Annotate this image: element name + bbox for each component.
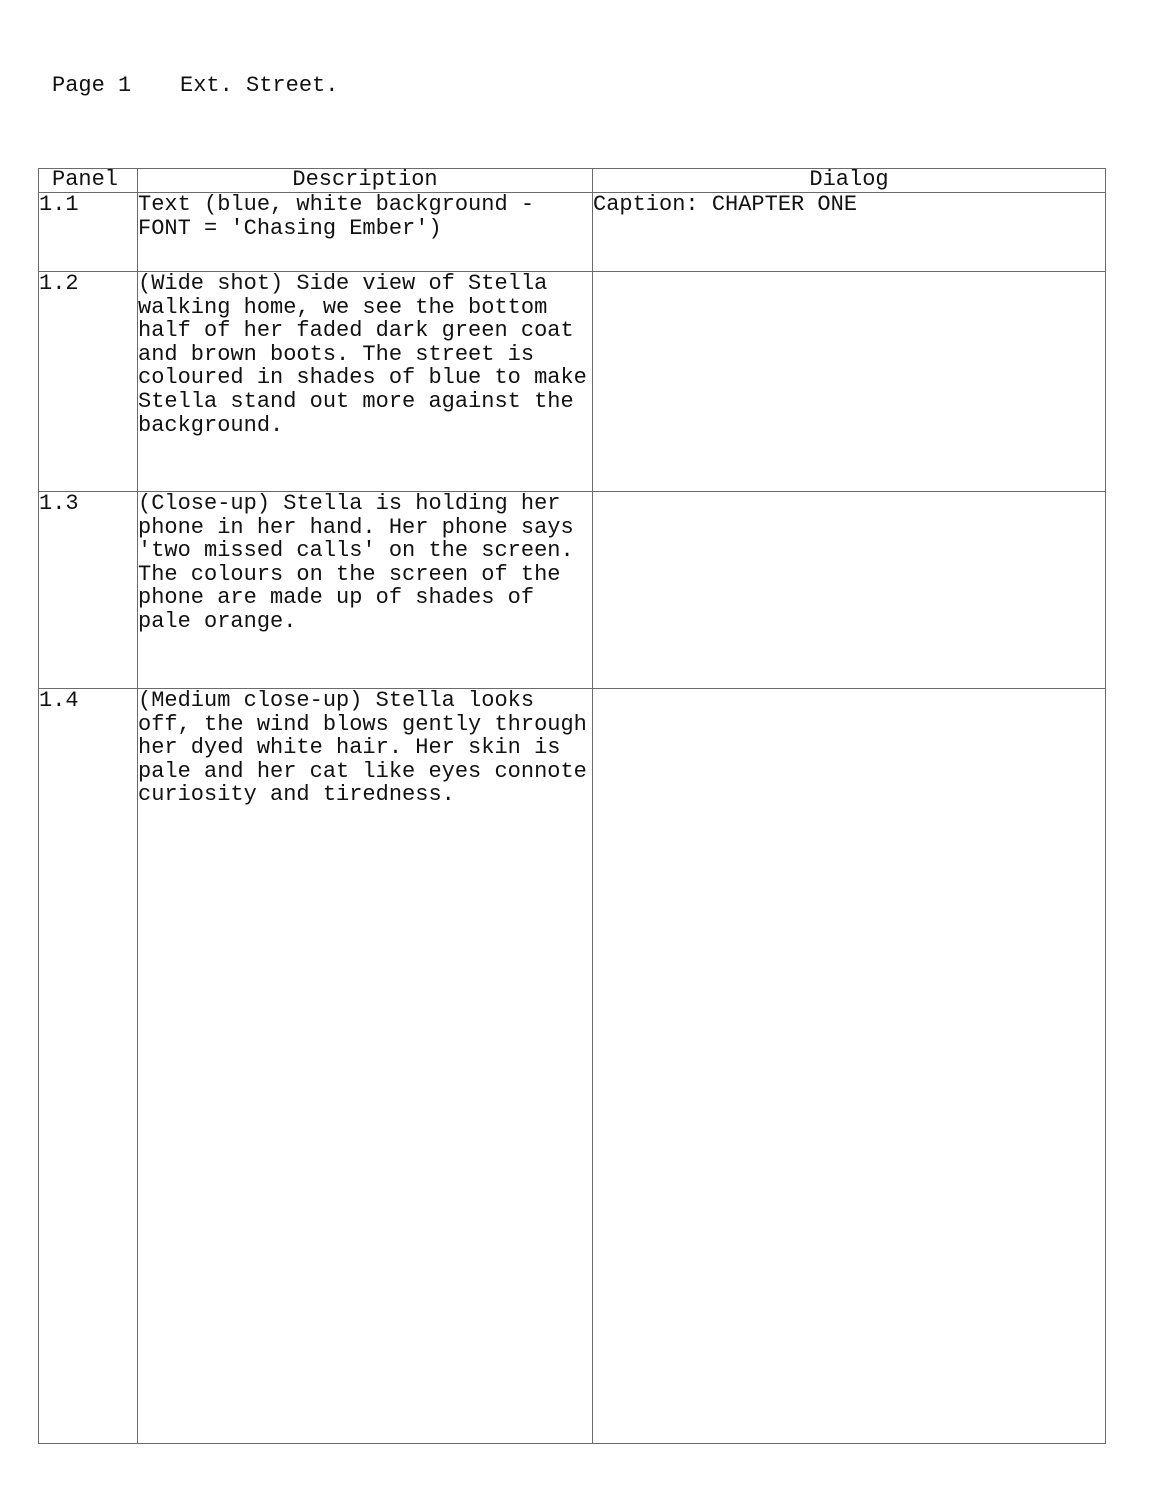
panel-dialog xyxy=(593,272,1106,492)
scene-heading: Ext. Street. xyxy=(180,73,339,98)
panel-number: 1.1 xyxy=(39,193,138,272)
panel-description: (Close-up) Stella is holding her phone in her hand. Her phone says 'two missed calls' on the screen. The colours on the screen of the phone are made up of shades of pale orange. xyxy=(138,492,593,689)
page-number: Page 1 xyxy=(52,73,132,98)
table-row xyxy=(39,272,1106,492)
page-header xyxy=(52,72,338,100)
panel-dialog xyxy=(593,689,1106,1444)
column-header-description: Description xyxy=(138,169,593,193)
column-header-dialog: Dialog xyxy=(593,169,1106,193)
table-row xyxy=(39,193,1106,272)
panel-number: 1.2 xyxy=(39,272,138,492)
panel-description: (Medium close-up) Stella looks off, the wind blows gently through her dyed white hair. Her skin is pale and her cat like eyes connote curiosity and tiredness. xyxy=(138,689,593,1444)
panel-description: (Wide shot) Side view of Stella walking home, we see the bottom half of her faded dark green coat and brown boots. The street is coloured in shades of blue to make Stella stand out more against the background. xyxy=(138,272,593,492)
panel-number: 1.4 xyxy=(39,689,138,1444)
table-row xyxy=(39,689,1106,1444)
table-row xyxy=(39,492,1106,689)
table-header-row xyxy=(39,169,1106,193)
panel-dialog xyxy=(593,492,1106,689)
panel-description: Text (blue, white background - FONT = 'Chasing Ember') xyxy=(138,193,593,272)
script-table xyxy=(38,168,1106,1444)
column-header-panel: Panel xyxy=(39,169,138,193)
panel-number: 1.3 xyxy=(39,492,138,689)
panel-dialog: Caption: CHAPTER ONE xyxy=(593,193,1106,272)
